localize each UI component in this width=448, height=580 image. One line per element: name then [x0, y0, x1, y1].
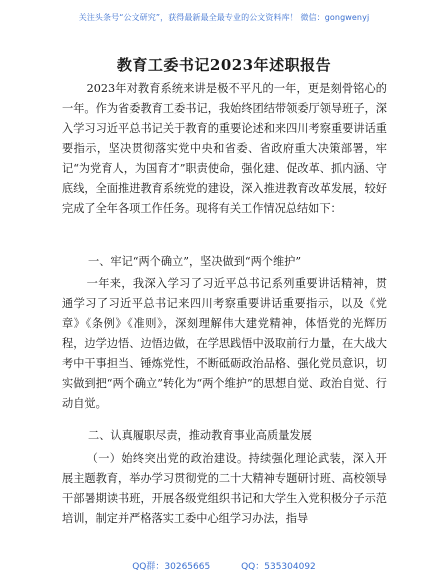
section-paragraph-2: （一）始终突出党的政治建设。持续强化理论武装，深入开展主题教育，举办学习贯彻党的二十大精神专题研讨班、高校领导干部暑期读书班，开展各级党组织书记和大学生入党积极分子示范培训，制定并严格落实工委中心组学习办法，指导	[62, 452, 387, 525]
section-paragraph-1: 一年来，我深入学习了习近平总书记系列重要讲话精神，贯通学习了习近平总书记来四川考察重要讲话重要指示，以及《党章》《条例》《准则》，深刻理解伟大建党精神，体悟党的光辉历程，边学边悟、边悟边做，在学思践悟中汲取前行力量，在大战大考中干事担当、锤炼党性，不断砥砺政治品格、强化党员意识，切实做到把“两个确立”转化为“两个维护”的思想自觉、政治自觉、行动自觉。	[62, 277, 387, 410]
footer-qq-group: QQ群：30265665	[132, 562, 211, 572]
footer-banner	[0, 559, 448, 572]
intro-paragraph: 2023年对教育系统来讲是极不平凡的一年，更是刻骨铭心的一年。作为省委教育工委书记，我始终团结带领委厅领导班子，深入学习习近平总书记关于教育的重要论述和来四川考察重要讲话重要指示，坚决贯彻落实党中央和省委、省政府重大决策部署，牢记“为党育人，为国育才”职责使命，强化建、促改革、抓内涵、守底线，全面推进教育系统党的建设，深入推进教育改革发展，较好完成了全年各项工作任务。现将有关工作情况总结如下：	[62, 82, 387, 215]
header-banner: 关注头条号“公文研究”，获得最新最全最专业的公文资料库！ 微信：gongwenyj	[78, 13, 370, 22]
footer-qq: QQ：535304092	[241, 562, 316, 572]
section-heading-2: 二、认真履职尽责，推动教育事业高质量发展	[88, 429, 312, 442]
page-title: 教育工委书记2023年述职报告	[116, 56, 332, 74]
section-heading-1: 一、牢记“两个确立”，坚决做到“两个维护”	[88, 255, 302, 268]
